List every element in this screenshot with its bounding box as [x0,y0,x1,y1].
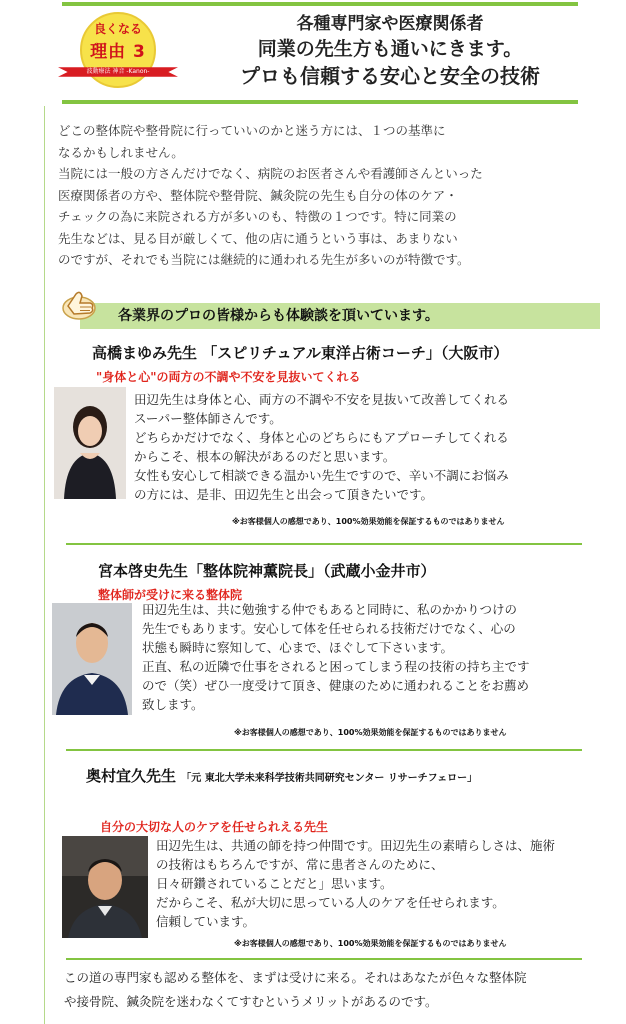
header-headline [200,12,580,90]
testimonial-body [142,600,530,714]
reason-badge [58,12,178,92]
intro-line: 医療関係者の方や、整体院や整骨院、鍼灸院の先生も自分の体のケア・ [58,187,458,203]
testimonial-disclaimer: ※お客様個人の感想であり、100%効果効能を保証するものではありません [234,728,507,737]
intro-line: なるかもしれません。 [58,144,184,160]
testimonial-line: 先生でもあります。安心して体を任せられる技術だけでなく、心の [142,621,516,636]
testimonial-body [134,390,509,504]
intro-line: のですが、それでも当院には継続的に通われる先生が多いのが特徴です。 [58,252,470,267]
section-divider [66,958,582,960]
testimonial-line: 致します。 [142,697,204,712]
badge-ribbon-text: 波動療法 神音 -Kanon- [86,68,150,75]
testimonial-subtitle: "身体と心"の両方の不調や不安を見抜いてくれる [96,370,361,384]
testimonial-line: 状態も瞬時に察知して、心まで、ほぐして下さいます。 [142,640,454,655]
intro-line: 当院には一般の方さんだけでなく、病院のお医者さんや看護師さんといった [58,166,483,181]
section-divider [66,543,582,545]
header-bottom-rule [62,100,578,104]
testimonial-line: 信頼しています。 [156,914,256,929]
badge-top-text: 良くなる [93,22,142,36]
testimonial-line: 田辺先生は身体と心、両方の不調や不安を見抜いて改善してくれる [134,392,510,407]
left-border [44,106,45,1024]
avatar [62,836,148,938]
banner-text: 各業界のプロの皆様からも体験談を頂いています。 [118,308,439,324]
closing-line: や接骨院、鍼灸院を迷わなくてすむというメリットがあるのです。 [64,994,438,1009]
testimonial-disclaimer: ※お客様個人の感想であり、100%効果効能を保証するものではありません [234,939,507,948]
testimonial-line: 正直、私の近隣で仕事をされると困ってしまう程の技術の持ち主です [142,659,530,674]
intro-line: どこの整体院や整骨院に行っていいのかと迷う方には、１つの基準に [58,123,446,138]
testimonial-subtitle: 自分の大切な人のケアを任せられえる先生 [100,820,329,834]
testimonial-subtitle: 整体師が受けに来る整体院 [98,588,243,602]
intro-paragraph [58,120,538,271]
person-photo-icon [52,603,132,715]
avatar [54,387,126,499]
section-divider [66,749,582,751]
testimonial-line: どちらかだけでなく、身体と心のどちらにもアプローチしてくれる [134,430,509,445]
testimonial-name [86,765,477,786]
testimonial-name: 宮本啓史先生「整体院神薫院長」（武蔵小金井市） [98,562,436,580]
testimonial-name-affiliation: 「元 東北大学未来科学技術共同研究センター リサーチフェロー」 [181,773,478,784]
intro-line: チェックの為に来院される方が多いのも、特徴の１つです。特に同業の [58,209,457,224]
headline-line-3: プロも信頼する安心と安全の技術 [240,64,540,88]
testimonial-line: 日々研鑽されていることだと」思います。 [156,876,393,891]
testimonial-disclaimer: ※お客様個人の感想であり、100%効果効能を保証するものではありません [232,517,505,526]
testimonial-line: 田辺先生は、共に勉強する仲でもあると同時に、私のかかりつけの [142,602,518,617]
headline-line-1: 各種専門家や医療関係者 [296,14,484,34]
testimonial-line: 田辺先生は、共通の師を持つ仲間です。田辺先生の素晴らしさは、施術 [156,838,556,853]
testimonial-line: からこそ、根本の解決があるのだと思います。 [134,449,396,464]
testimonial-line: の技術はもちろんですが、常に患者さんのために、 [156,857,444,872]
intro-line: 先生などは、見る目が厳しくて、他の店に通うという事は、あまりない [58,230,458,246]
testimonial-line: 女性も安心して相談できる温かい先生ですので、辛い不調にお悩み [134,468,509,483]
badge-main-text: 理由 3 [90,42,146,62]
person-photo-icon [62,836,148,938]
avatar [52,603,132,715]
testimonial-body [156,836,555,931]
closing-paragraph [64,966,604,1014]
testimonial-line: の方には、是非、田辺先生と出会って頂きたいです。 [134,487,434,502]
testimonial-line: だからこそ、私が大切に思っている人のケアを任せられます。 [156,895,505,910]
testimonial-line: スーパー整体師さんです。 [134,411,282,426]
closing-line: この道の専門家も認める整体を、まずは受けに来る。それはあなたが色々な整体院 [64,970,527,985]
thumbs-up-icon [60,288,98,322]
testimonial-line: ので（笑）ぜひ一度受けて頂き、健康のために通われることをお薦め [142,678,530,693]
person-photo-icon [54,387,126,499]
testimonial-name-main: 奥村宜久先生 [86,767,177,785]
headline-line-2: 同業の先生方も通いにきます。 [257,38,523,60]
testimonial-name: 高橋まゆみ先生 「スピリチュアル東洋占術コーチ」（大阪市） [92,344,509,362]
header-top-rule [62,2,578,6]
